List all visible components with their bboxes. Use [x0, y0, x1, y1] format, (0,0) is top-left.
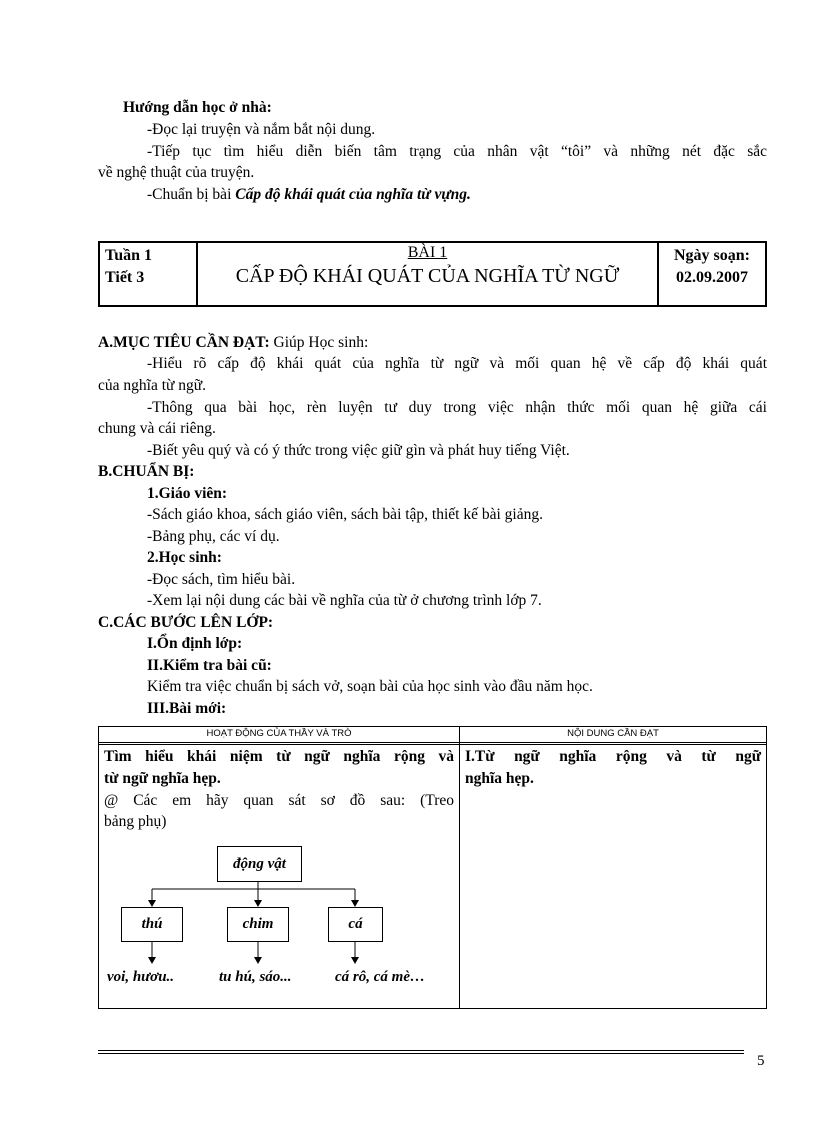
left-column-header: HOẠT ĐỘNG CỦA THẦY VÀ TRÒ	[206, 728, 352, 739]
step-1: I.Ổn định lớp:	[147, 635, 243, 652]
section-b-heading: B.CHUẨN BỊ:	[98, 463, 195, 480]
section-a-line-3: -Biết yêu quý và có ý thức trong việc giữ gìn và phát huy tiếng Việt.	[147, 442, 570, 459]
diagram-node-chim: chim	[227, 907, 289, 942]
date-label: Ngày soạn:	[673, 247, 750, 264]
student-line-2: -Xem lại nội dung các bài về nghĩa của từ ở chương trình lớp 7.	[147, 592, 542, 609]
homework-line-3-prefix: -Chuẩn bị bài	[147, 186, 236, 203]
period-label: Tiết 3	[105, 269, 145, 286]
lesson-number: BÀI 1	[407, 244, 448, 261]
diagram-leaf-thu: voi, hươu..	[107, 969, 175, 985]
homework-line-2b: về nghệ thuật của truyện.	[98, 164, 255, 181]
lesson-title: CẤP ĐỘ KHÁI QUÁT CỦA NGHĨA TỪ NGỮ	[235, 265, 620, 287]
step-2: II.Kiểm tra bài cũ:	[147, 657, 272, 674]
week-label: Tuần 1	[105, 247, 152, 264]
section-a-heading: A.MỤC TIÊU CẦN ĐẠT:	[98, 334, 270, 351]
section-a-line-2a: -Thông qua bài học, rèn luyện tư duy trong việc nhận thức mối quan hệ giữa cái	[147, 399, 767, 416]
homework-line-2a: -Tiếp tục tìm hiểu diễn biến tâm trạng của nhân vật “tôi” và những nét đặc sắc	[147, 143, 767, 160]
teacher-line-2: -Bảng phụ, các ví dụ.	[147, 528, 280, 545]
page-number: 5	[757, 1053, 765, 1069]
diagram-leaf-ca: cá rô, cá mè…	[335, 969, 425, 985]
left-title-a: Tìm hiểu khái niệm từ ngữ nghĩa rộng và	[104, 748, 454, 765]
diagram-node-ca: cá	[328, 907, 383, 942]
step-2-text: Kiểm tra việc chuẩn bị sách vở, soạn bài của học sinh vào đầu năm học.	[147, 678, 593, 695]
teacher-line-1: -Sách giáo khoa, sách giáo viên, sách bài tập, thiết kế bài giảng.	[147, 506, 543, 523]
section-a-line-1a: -Hiểu rõ cấp độ khái quát của nghĩa từ ngữ và mối quan hệ về cấp độ khái quát	[147, 355, 767, 372]
date-value: 02.09.2007	[676, 269, 748, 286]
right-title-b: nghĩa hẹp.	[465, 770, 534, 787]
student-heading: 2.Học sinh:	[147, 549, 222, 566]
footer-rule-bottom	[98, 1053, 744, 1054]
classification-diagram	[99, 727, 459, 1010]
teacher-heading: 1.Giáo viên:	[147, 485, 228, 502]
footer-rule-top	[98, 1050, 744, 1051]
step-3: III.Bài mới:	[147, 700, 227, 717]
homework-line-1: -Đọc lại truyện và nắm bắt nội dung.	[147, 121, 376, 138]
section-a-line-2b: chung và cái riêng.	[98, 420, 216, 437]
homework-lesson-title: Cấp độ khái quát của nghĩa từ vựng.	[235, 186, 471, 203]
left-text-a: @ Các em hãy quan sát sơ đồ sau: (Treo	[104, 792, 454, 809]
activity-table	[98, 726, 767, 1009]
left-title-b: từ ngữ nghĩa hẹp.	[104, 770, 221, 787]
homework-heading: Hướng dẫn học ở nhà:	[123, 99, 272, 116]
section-a-intro: Giúp Học sinh:	[269, 334, 369, 351]
lesson-header-table	[98, 241, 767, 307]
right-column-header: NỘI DUNG CẦN ĐẠT	[567, 728, 659, 739]
student-line-1: -Đọc sách, tìm hiểu bài.	[147, 571, 296, 588]
diagram-node-thu: thú	[121, 907, 183, 942]
diagram-leaf-chim: tu hú, sáo...	[219, 969, 292, 985]
right-title-a: I.Từ ngữ nghĩa rộng và từ ngữ	[465, 748, 761, 765]
diagram-root-node: động vật	[217, 846, 302, 882]
section-a-line-1b: của nghĩa từ ngữ.	[98, 377, 207, 394]
section-a	[98, 332, 368, 353]
left-text-b: bảng phụ)	[104, 813, 167, 830]
section-c-heading: C.CÁC BƯỚC LÊN LỚP:	[98, 614, 274, 631]
homework-line-3	[147, 184, 471, 205]
